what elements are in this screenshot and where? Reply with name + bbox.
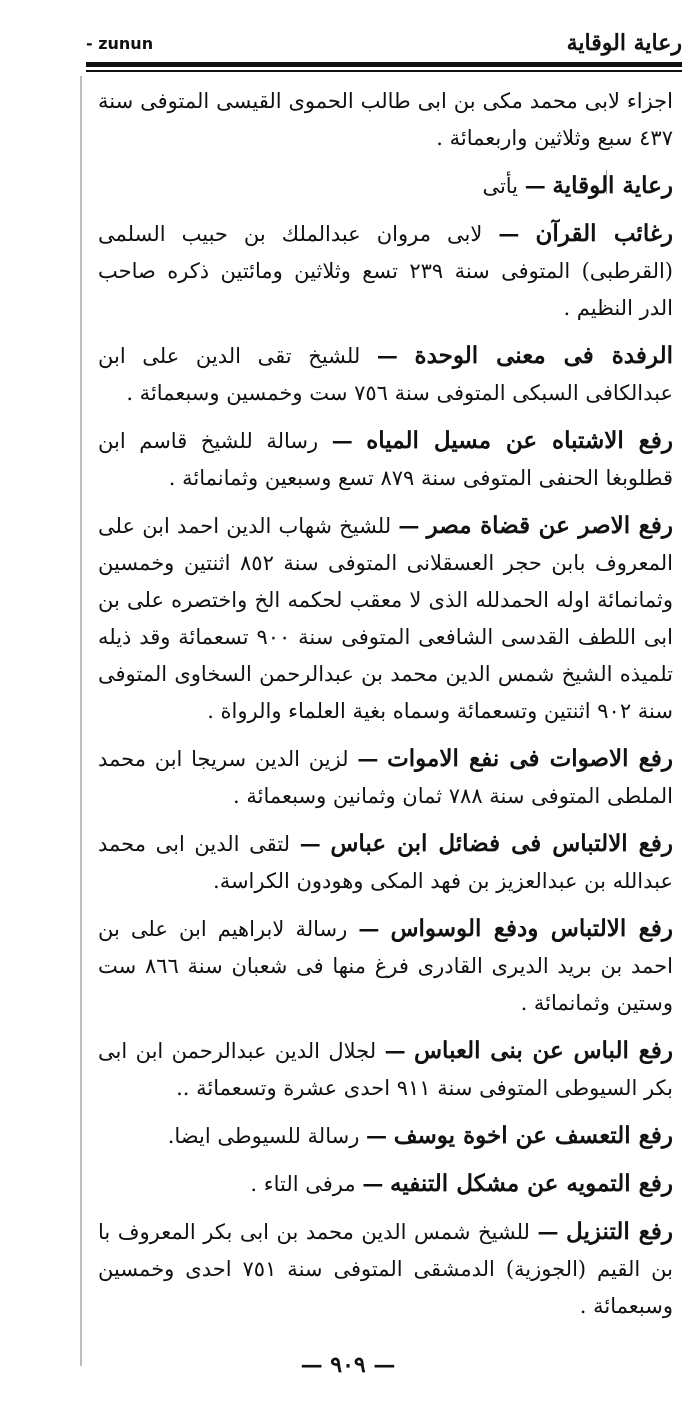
entry [98, 422, 673, 497]
entry-title: رفع التنزیل [566, 1218, 674, 1245]
entries-body [98, 82, 673, 1335]
entry [98, 910, 673, 1022]
entry [98, 1032, 673, 1107]
entry-dash: — [366, 1123, 388, 1148]
entry [98, 82, 673, 157]
entry-dash: — [358, 916, 380, 941]
entry-text: یأتی [482, 174, 519, 198]
entry-dash: — [299, 831, 321, 856]
entry-dash: — [376, 343, 398, 368]
entry-title: رفع التعسف عن اخوة یوسف [393, 1122, 673, 1149]
entry [98, 215, 673, 327]
entry-text: للشیخ شهاب الدین احمد ابن علی المعروف بابن حجر العسقلانی المتوفی سنة ٨٥٢ اثنتین وخمسین وثمانمائة اوله الحمدلله الذی لا معقب لحکمه الخ واختصره علی بن ابی اللطف القدسی الشافعی المتوفی سنة ٩٠٠ تسعمائة وقد ذیله تلمیذه الشیخ شمس الدین محمد بن عبدالرحمن السخاوی المتوفی سنة ٩٠٢ اثنتین وتسعمائة وسماه بغیة العلماء والرواة . [98, 514, 673, 723]
entry-text: اجزاء لابی محمد مکی بن ابی طالب الحموی القیسی المتوفی سنة ٤٣٧ سبع وثلاثین واربعمائة . [98, 89, 673, 150]
entry-dash: — [498, 221, 520, 246]
entry-text: رسالة للشیخ قاسم ابن قطلوبغا الحنفی المتوفی سنة ٨٧٩ تسع وسبعین وثمانمائة . [98, 429, 673, 490]
entry-dash: — [331, 428, 353, 453]
entry-dash: — [398, 513, 420, 538]
entry-title: رفع الاصر عن قضاة مصر [426, 512, 673, 539]
entry-title: رفع الباس عن بنی العباس [413, 1037, 673, 1064]
header-rule-thick [86, 62, 682, 67]
entry [98, 825, 673, 900]
entry-title: رفع الاصوات فی نفع الاموات [387, 745, 673, 772]
header-left-label: - zunun [86, 34, 154, 53]
entry-text: للشیخ شمس الدین محمد بن ابی بکر المعروف با بن القیم (الجوزیة) الدمشقی المتوفی سنة ٧٥١ احدی وخمسین وسبعمائة . [98, 1220, 673, 1318]
entry-title: رعاية الوقاية [552, 172, 673, 199]
entry-title: رفع التمویه عن مشکل التنفیه [390, 1170, 673, 1197]
entry-text: للشیخ تقی الدین علی ابن عبدالکافی السبکی المتوفی سنة ٧٥٦ ست وخمسین وسبعمائة . [98, 344, 673, 405]
entry-title: الرفدة فی معنی الوحدة [414, 342, 673, 369]
header-running-title: رعاية الوقاية [566, 30, 682, 56]
entry-dash: — [524, 173, 546, 198]
entry [98, 167, 673, 205]
header-rule-thin [86, 70, 682, 72]
entry-dash: — [362, 1171, 384, 1196]
entry-text: لتقی الدین ابی محمد عبدالله بن عبدالعزیز بن فهد المکی وهودون الکراسة. [98, 832, 673, 893]
running-header [86, 30, 682, 60]
entry-dash: — [357, 746, 379, 771]
entry-title: رفع الالتباس ودفع الوسواس [390, 915, 673, 942]
entry-text: مرفی التاء . [250, 1172, 356, 1196]
entry-text: لجلال الدین عبدالرحمن ابن ابی بکر السیوطی المتوفی سنة ٩١١ احدی عشرة وتسعمائة .. [98, 1039, 673, 1100]
entry [98, 1165, 673, 1203]
entry-text: لابی مروان عبدالملك بن حبیب السلمی (القرطبی) المتوفی سنة ٢٣٩ تسع وثلاثین ومائتین ذکره صاحب الدر النظیم . [98, 222, 673, 320]
margin-line [80, 76, 82, 1366]
entry [98, 1117, 673, 1155]
entry-dash: — [384, 1038, 406, 1063]
entry-text: رسالة للسیوطی ایضا. [167, 1124, 360, 1148]
entry-title: رفع الالتباس فی فضائل ابن عباس [330, 830, 674, 857]
entry [98, 1213, 673, 1325]
entry [98, 740, 673, 815]
entry [98, 337, 673, 412]
entry-text: رسالة لابراهیم ابن علی بن احمد بن برید الدیری القادری فرغ منها فی شعبان سنة ٨٦٦ ست وستین وثمانمائة . [98, 917, 673, 1015]
entry-title: رغائب القرآن [535, 220, 673, 247]
entry-title: رفع الاشتباه عن مسیل المیاه [366, 427, 673, 454]
page-number: — ٩٠٩ — [300, 1352, 396, 1378]
entry-dash: — [537, 1219, 559, 1244]
entry-text: لزین الدین سریجا ابن محمد الملطی المتوفی سنة ٧٨٨ ثمان وثمانین وسبعمائة . [98, 747, 673, 808]
entry [98, 507, 673, 730]
